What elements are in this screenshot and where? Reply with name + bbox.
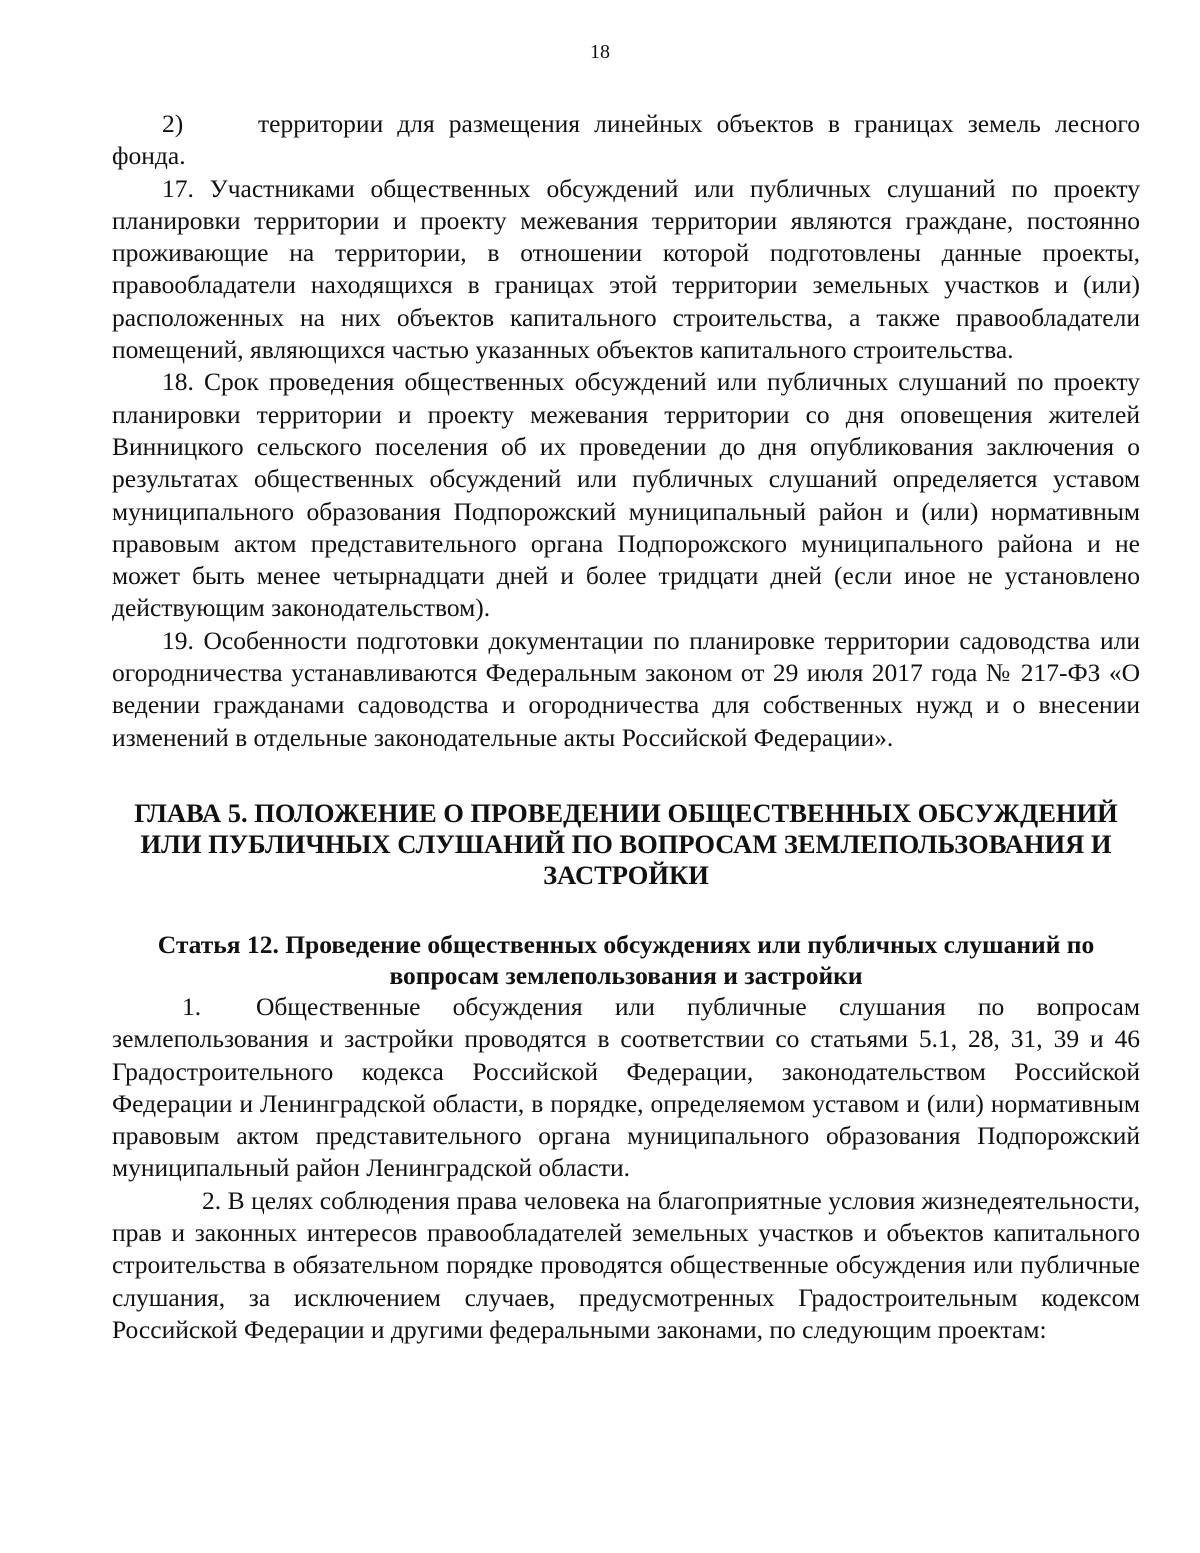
- article-paragraph-1: [112, 991, 1140, 1185]
- article-paragraph-number: 1.: [182, 991, 202, 1021]
- chapter-title: ГЛАВА 5. ПОЛОЖЕНИЕ О ПРОВЕДЕНИИ ОБЩЕСТВЕННЫХ ОБСУЖДЕНИЙ ИЛИ ПУБЛИЧНЫХ СЛУШАНИЙ ПО ВОПРОСАМ ЗЕМЛЕПОЛЬЗОВАНИЯ И ЗАСТРОЙКИ: [134, 797, 1118, 890]
- article-paragraph-2: 2. В целях соблюдения права человека на благоприятные условия жизнедеятельности, прав и законных интересов правообладателей земельных участков и объектов капитального строительства в обязательном порядке проводятся общественные обсуждения или публичные слушания, за исключением случаев, предусмотренных Градостроительным кодексом Российской Федерации и другими федеральными законами, по следующим проектам:: [112, 1185, 1140, 1344]
- list-item-2: [112, 108, 1140, 173]
- paragraph-19: 19. Особенности подготовки документации по планировке территории садоводства или огородничества устанавливаются Федеральным законом от 29 июля 2017 года № 217-ФЗ «О ведении гражданами садоводства и огородничества для собственных нужд и о внесении изменений в отдельные законодательные акты Российской Федерации».: [112, 625, 1140, 752]
- list-item-text: территории для размещения линейных объектов в границах земель лесного фонда.: [112, 109, 1140, 171]
- paragraph-17: 17. Участниками общественных обсуждений или публичных слушаний по проекту планировки территории и проекту межевания территории являются граждане, постоянно проживающие на территории, в отношении которой подготовлены данные проекты, правообладатели находящихся в границах этой территории земельных участков и (или) расположенных на них объектов капитального строительства, а также правообладатели помещений, являющихся частью указанных объектов капитального строительства.: [112, 173, 1140, 365]
- document-body: [112, 108, 1140, 1346]
- list-item-number: 2): [162, 109, 184, 138]
- paragraph-18: 18. Срок проведения общественных обсуждений или публичных слушаний по проекту планировки территории и проекту межевания территории со дня оповещения жителей Винницкого сельского поселения об их проведении до дня опубликования заключения о результатах общественных обсуждений или публичных слушаний определяется уставом муниципального образования Подпорожский муниципальный район и (или) нормативным правовым актом представительного органа Подпорожского муниципального района и не может быть менее четырнадцати дней и более тридцати дней (если иное не установлено действующим законодательством).: [112, 367, 1140, 623]
- article-paragraph-text: Общественные обсуждения или публичные слушания по вопросам землепользования и застройки проводятся в соответствии со статьями 5.1, 28, 31, 39 и 46 Градостроительного кодекса Российской Федерации, законодательством Российской Федерации и Ленинградской области, в порядке, определяемом уставом и (или) нормативным правовым актом представительного органа муниципального образования Подпорожский муниципальный район Ленинградской области.: [112, 991, 1140, 1183]
- page-number: 18: [590, 41, 610, 63]
- article-title: Статья 12. Проведение общественных обсуждениях или публичных слушаний по вопросам землепользования и застройки: [157, 929, 1095, 990]
